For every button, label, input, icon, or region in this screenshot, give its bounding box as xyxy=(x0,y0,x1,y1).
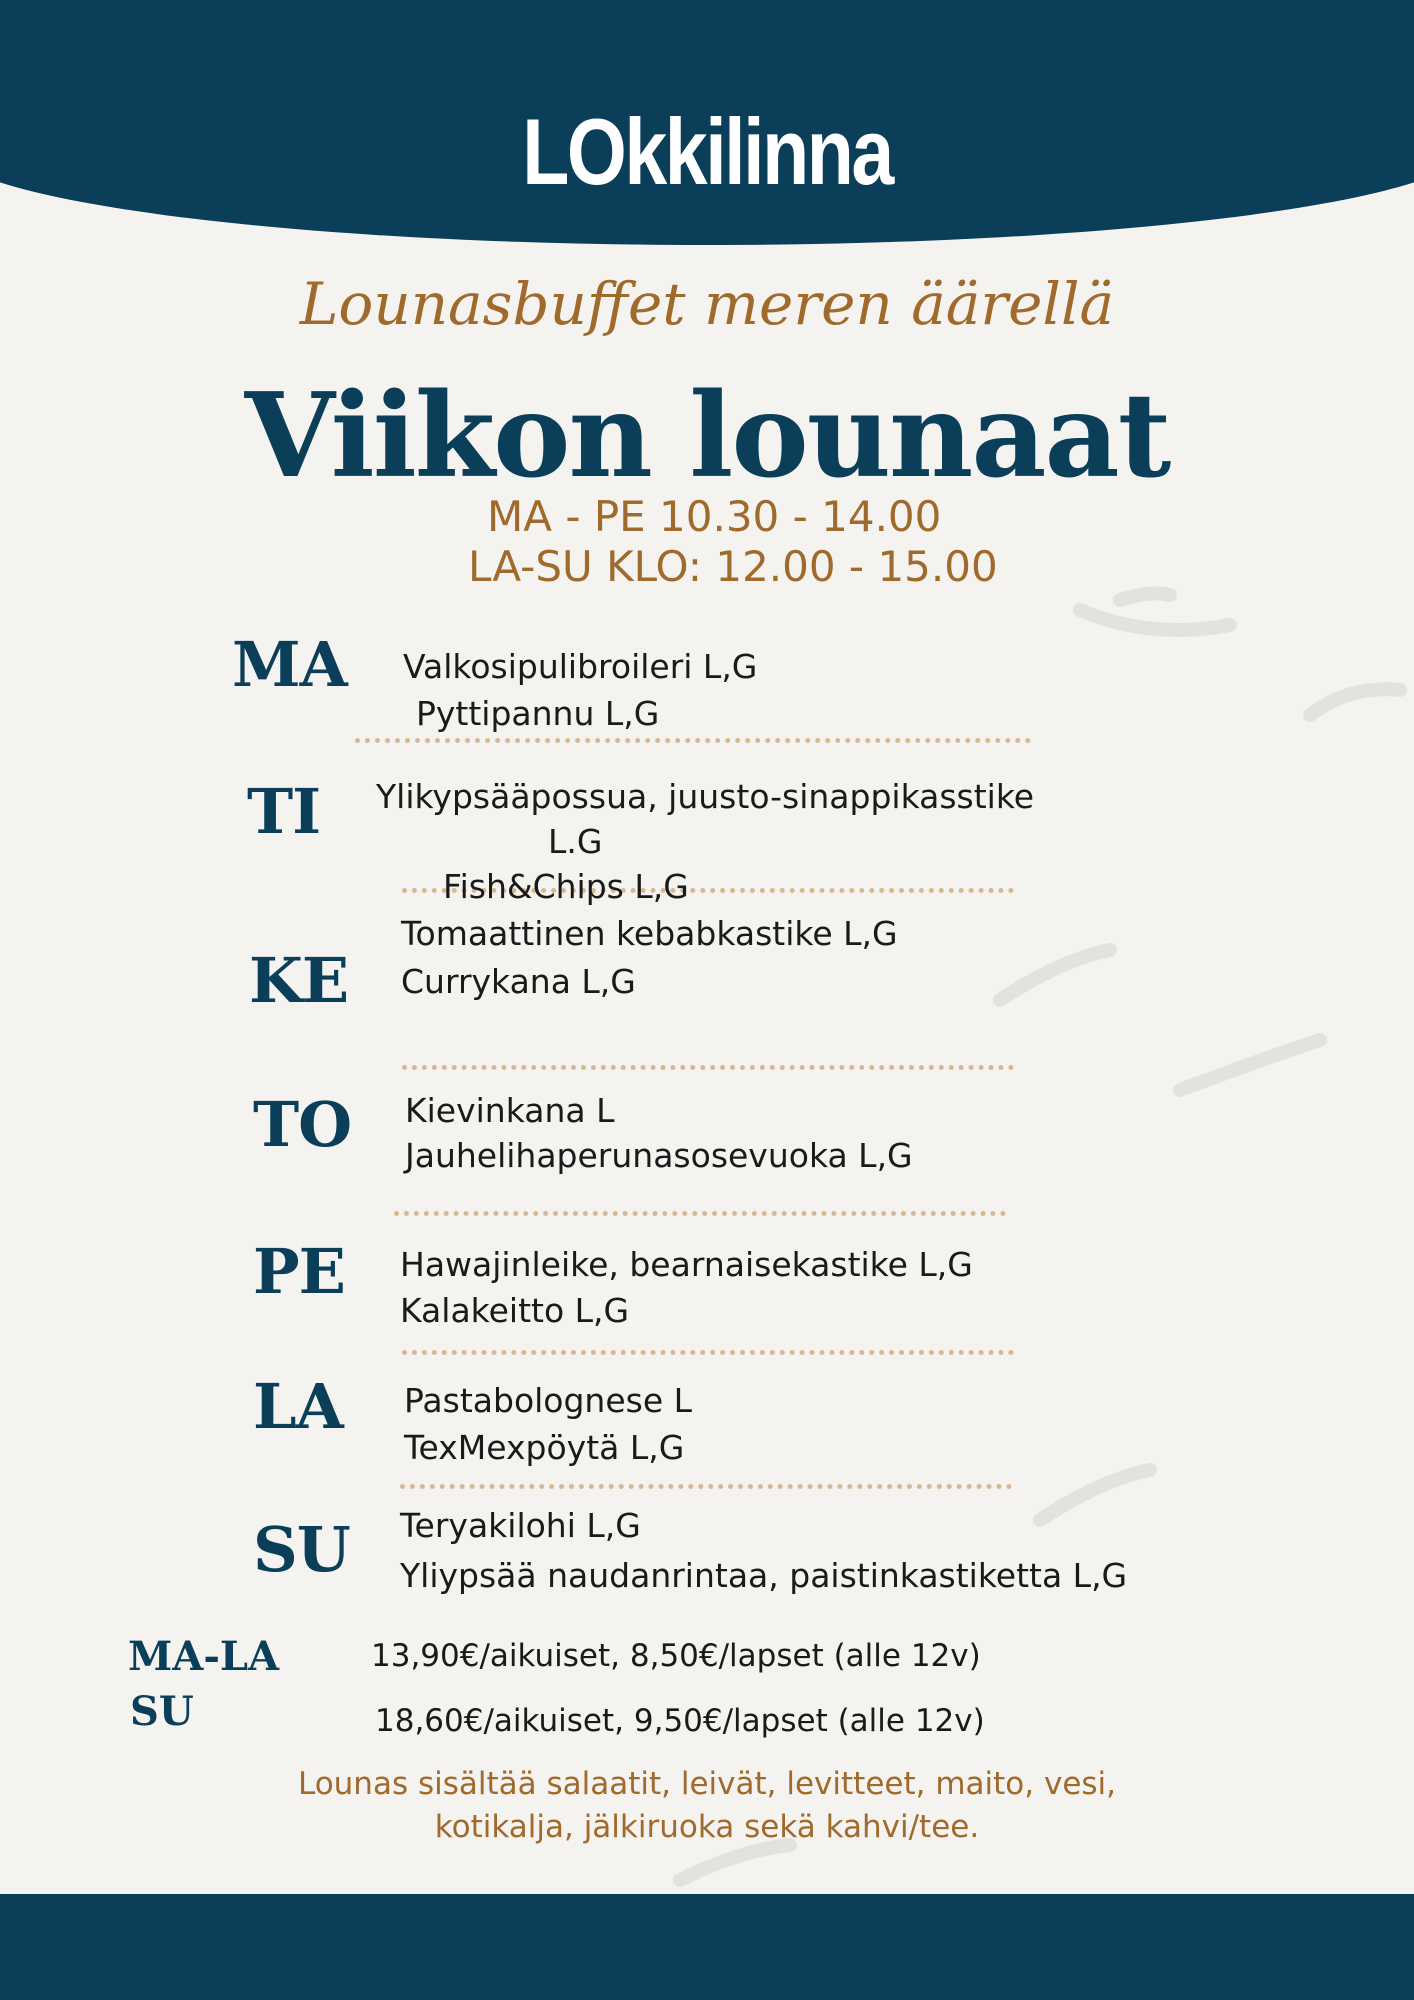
day-label-ti: TI xyxy=(247,775,321,848)
dish-su-2: Yliypsää naudanrintaa, paistinkastiketta L,G xyxy=(400,1556,1128,1595)
dish-la-2: TexMexpöytä L,G xyxy=(404,1428,685,1467)
day-label-la: LA xyxy=(253,1370,343,1443)
lunch-includes-line-2: kotikalja, jälkiruoka sekä kahvi/tee. xyxy=(434,1809,980,1845)
dish-ma-2: Pyttipannu L,G xyxy=(416,694,660,733)
page-title: Viikon lounaat xyxy=(244,368,1170,504)
dish-ti-1-tags: L.G xyxy=(548,822,603,861)
dish-la-1: Pastabolognese L xyxy=(404,1381,693,1420)
separator xyxy=(355,738,1031,743)
price-days-ma-la: MA-LA xyxy=(128,1633,280,1680)
price-days-su: SU xyxy=(130,1688,194,1735)
tagline: Lounasbuffet meren äärellä xyxy=(299,270,1115,338)
day-label-ke: KE xyxy=(249,944,349,1017)
day-label-ma: MA xyxy=(232,628,347,701)
separator xyxy=(394,1211,1006,1216)
weekend-hours: LA-SU KLO: 12.00 - 15.00 xyxy=(468,542,998,591)
dish-to-2: Jauhelihaperunasosevuoka L,G xyxy=(405,1136,913,1175)
dish-ti-1: Ylikypsääpossua, juusto-sinappikasstike xyxy=(376,777,1035,816)
dish-ke-2: Currykana L,G xyxy=(401,962,636,1001)
dish-ke-1: Tomaattinen kebabkastike L,G xyxy=(401,914,898,953)
dish-to-1: Kievinkana L xyxy=(405,1091,615,1130)
price-ma-la: 13,90€/aikuiset, 8,50€/lapset (alle 12v) xyxy=(371,1638,981,1674)
day-label-to: TO xyxy=(253,1088,352,1161)
dish-pe-1: Hawajinleike, bearnaisekastike L,G xyxy=(400,1245,973,1284)
dish-ti-2: Fish&Chips L,G xyxy=(443,867,689,906)
weekday-hours: MA - PE 10.30 - 14.00 xyxy=(487,492,942,541)
dish-ma-1: Valkosipulibroileri L,G xyxy=(403,647,758,686)
price-su: 18,60€/aikuiset, 9,50€/lapset (alle 12v) xyxy=(375,1703,985,1739)
separator xyxy=(402,1065,1014,1070)
day-label-pe: PE xyxy=(253,1235,345,1308)
separator xyxy=(400,1484,1012,1489)
dish-su-1: Teryakilohi L,G xyxy=(400,1506,641,1545)
separator xyxy=(402,1350,1014,1355)
day-label-su: SU xyxy=(253,1513,350,1586)
dish-pe-2: Kalakeitto L,G xyxy=(400,1291,630,1330)
footer-bar xyxy=(0,1894,1414,2000)
lokkilinna-logo: LOkkilinna xyxy=(522,99,892,204)
lunch-includes-line-1: Lounas sisältää salaatit, leivät, levitteet, maito, vesi, xyxy=(297,1766,1117,1802)
